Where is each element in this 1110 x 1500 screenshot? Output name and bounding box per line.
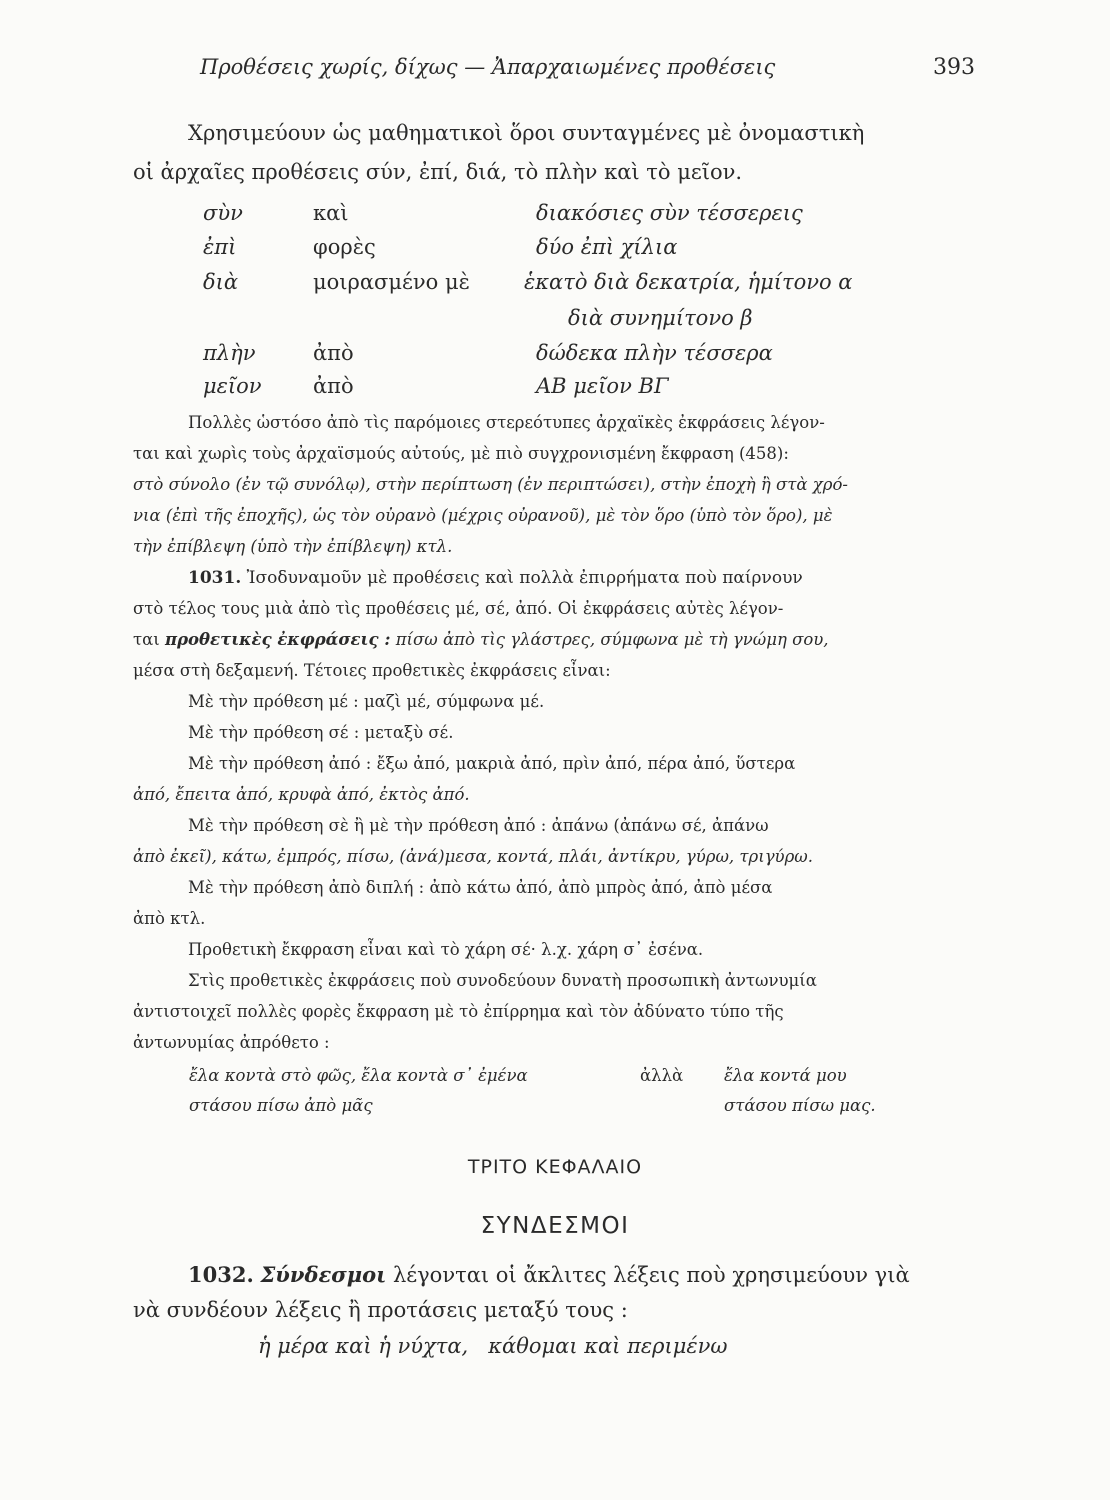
list-item: ἀπὸ κτλ. <box>133 909 206 928</box>
text-line: Πολλὲς ὡστόσο ἀπὸ τὶς παρόμοιες στερεότυπες ἀρχαϊκὲς ἐκφράσεις λέγον- <box>188 413 825 432</box>
section-number: 1031. <box>188 568 242 588</box>
intro-line-2: οἱ ἀρχαῖες προθέσεις σύν, ἐπί, διά, τὸ πλὴν καὶ τὸ μεῖον. <box>133 160 743 184</box>
table-example: δύο ἐπὶ χίλια <box>536 235 678 259</box>
intro-line-1: Χρησιμεύουν ὡς μαθηματικοὶ ὅροι συνταγμένες μὲ ὀνομαστικὴ <box>188 121 865 145</box>
example-left-2: στάσου πίσω ἀπὸ μᾶς <box>189 1096 373 1115</box>
header-title: Προθέσεις χωρίς, δίχως — Ἀπαρχαιωμένες προθέσεις <box>200 55 776 79</box>
example-middle: ἀλλὰ <box>640 1066 684 1085</box>
text-fragment: ται <box>133 630 160 649</box>
table-word: ἀπὸ <box>313 341 354 365</box>
text-line: στὸ τέλος τους μιὰ ἀπὸ τὶς προθέσεις μέ, σέ, ἀπό. Οἱ ἐκφράσεις αὐτὲς λέγον- <box>133 599 784 618</box>
list-item: Μὲ τὴν πρόθεση σὲ ἢ μὲ τὴν πρόθεση ἀπό : ἀπάνω (ἀπάνω σέ, ἀπάνω <box>188 816 769 835</box>
running-header <box>200 55 975 91</box>
list-item: Μὲ τὴν πρόθεση σέ : μεταξὺ σέ. <box>188 723 454 742</box>
table-example: διακόσιες σὺν τέσσερεις <box>536 201 803 225</box>
text-line: νὰ συνδέουν λέξεις ἢ προτάσεις μεταξύ τους : <box>133 1298 628 1322</box>
text-line: μέσα στὴ δεξαμενή. Τέτοιες προθετικὲς ἐκφράσεις εἶναι: <box>133 661 611 680</box>
table-prep: πλὴν <box>203 341 256 365</box>
example-right-1: ἔλα κοντά μου <box>724 1066 847 1085</box>
text-line: στὸ σύνολο (ἐν τῷ συνόλῳ), στὴν περίπτωση (ἐν περιπτώσει), στὴν ἐποχὴ ἢ στὰ χρό- <box>133 475 849 494</box>
table-example: δώδεκα πλὴν τέσσερα <box>536 341 773 365</box>
list-item: Μὲ τὴν πρόθεση μέ : μαζὶ μέ, σύμφωνα μέ. <box>188 692 545 711</box>
text-line: ἀντιστοιχεῖ πολλὲς φορὲς ἔκφραση μὲ τὸ ἐπίρρημα καὶ τὸν ἀδύνατο τύπο τῆς <box>133 1002 784 1021</box>
table-example: ΑΒ μεῖον ΒΓ <box>536 374 669 398</box>
text-line: τὴν ἐπίβλεψη (ὑπὸ τὴν ἐπίβλεψη) κτλ. <box>133 537 453 556</box>
table-word: μοιρασμένο μὲ <box>313 270 470 294</box>
term-prepositional-expressions: προθετικὲς ἐκφράσεις : <box>165 630 391 649</box>
example-line: ἡ μέρα καὶ ἡ νύχτα, κάθομαι καὶ περιμένω <box>258 1334 728 1358</box>
table-word: ἀπὸ <box>313 374 354 398</box>
text-fragment: πίσω ἀπὸ τὶς γλάστρες, σύμφωνα μὲ τὴ γνώμη σου, <box>395 630 829 649</box>
text-line: Προθετικὴ ἔκφραση εἶναι καὶ τὸ χάρη σέ· λ.χ. χάρη σ᾽ ἐσένα. <box>188 940 704 959</box>
table-prep: μεῖον <box>203 374 262 398</box>
example-right-2: στάσου πίσω μας. <box>724 1096 876 1115</box>
term-conjunctions: Σύνδεσμοι <box>260 1262 387 1287</box>
text-line: ἀντωνυμίας ἀπρόθετο : <box>133 1033 330 1052</box>
text-line: Στὶς προθετικὲς ἐκφράσεις ποὺ συνοδεύουν δυνατὴ προσωπικὴ ἀντωνυμία <box>188 971 817 990</box>
list-item: ἀπὸ ἐκεῖ), κάτω, ἐμπρός, πίσω, (ἀνά)μεσα, κοντά, πλάι, ἀντίκρυ, γύρω, τριγύρω. <box>133 847 813 866</box>
table-example: ἑκατὸ διὰ δεκατρία, ἡμίτονο α <box>524 270 853 294</box>
example-left-1: ἔλα κοντὰ στὸ φῶς, ἔλα κοντὰ σ᾽ ἐμένα <box>189 1066 528 1085</box>
text-line: νια (ἐπὶ τῆς ἐποχῆς), ὡς τὸν οὐρανὸ (μέχρις οὐρανοῦ), μὲ τὸν ὅρο (ὑπὸ τὸν ὅρο), μὲ <box>133 506 833 525</box>
list-item: Μὲ τὴν πρόθεση ἀπό : ἔξω ἀπό, μακριὰ ἀπό, πρὶν ἀπό, πέρα ἀπό, ὕστερα <box>188 754 796 773</box>
table-word: καὶ <box>313 201 349 225</box>
chapter-title: ΣΥΝΔΕΣΜΟΙ <box>480 1213 630 1239</box>
chapter-label: ΤΡΙΤΟ ΚΕΦΑΛΑΙΟ <box>467 1156 643 1178</box>
table-example-cont: διὰ συνημίτονο β <box>568 306 753 330</box>
text-line: ται καὶ χωρὶς τοὺς ἀρχαϊσμούς αὐτούς, μὲ πιὸ συγχρονισμένη ἔκφραση (458): <box>133 444 789 463</box>
text-line: Ἰσοδυναμοῦν μὲ προθέσεις καὶ πολλὰ ἐπιρρήματα ποὺ παίρνουν <box>246 568 803 588</box>
table-prep: σὺν <box>203 201 243 225</box>
page-number: 393 <box>933 55 975 80</box>
list-item: Μὲ τὴν πρόθεση ἀπὸ διπλή : ἀπὸ κάτω ἀπό, ἀπὸ μπρὸς ἀπό, ἀπὸ μέσα <box>188 878 773 897</box>
table-prep: διὰ <box>203 270 239 294</box>
section-number: 1032. <box>188 1262 254 1287</box>
list-item: ἀπό, ἔπειτα ἀπό, κρυφὰ ἀπό, ἐκτὸς ἀπό. <box>133 785 470 804</box>
text-fragment: λέγονται οἱ ἄκλιτες λέξεις ποὺ χρησιμεύουν γιὰ <box>392 1263 910 1287</box>
table-prep: ἐπὶ <box>203 235 237 259</box>
table-word: φορὲς <box>313 235 376 259</box>
